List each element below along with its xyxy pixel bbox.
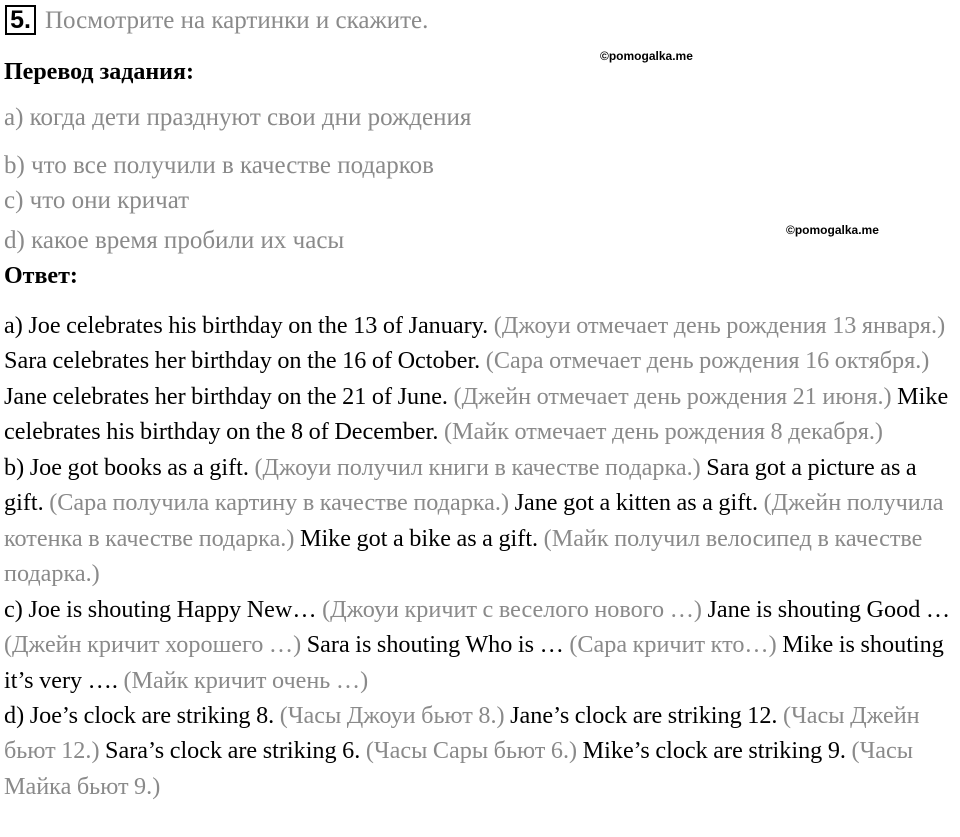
english-sentence: d) Joe’s clock are striking 8. <box>4 701 280 729</box>
russian-translation: (Майк кричит очень …) <box>123 666 369 694</box>
russian-translation: (Джейн кричит хорошего …) <box>4 631 302 659</box>
english-sentence: Jane’s clock are striking 12. <box>504 701 784 729</box>
english-sentence: Sara is shouting Who is … <box>301 631 570 659</box>
answer-paragraph <box>4 308 960 450</box>
answer-paragraph <box>4 698 960 804</box>
russian-translation: (Сара отмечает день рождения 16 октября.) <box>485 347 930 375</box>
task-number-badge: 5. <box>5 5 36 35</box>
russian-translation: (Часы Сары бьют 6.) <box>365 737 578 765</box>
english-sentence: b) Joe got books as a gift. <box>4 453 255 481</box>
russian-translation: (Часы Джейн бьют 12.) <box>4 701 920 765</box>
russian-translation: (Майк получил велосипед в качестве подарка.) <box>4 524 923 588</box>
english-sentence: Mike got a bike as a gift. <box>294 524 544 552</box>
russian-translation: (Джейн получила котенка в качестве подарка.) <box>4 489 944 552</box>
english-sentence: Jane celebrates her birthday on the 21 of June. <box>4 382 454 410</box>
english-sentence: Sara’s clock are striking 6. <box>99 737 366 765</box>
task-instruction: Посмотрите на картинки и скажите. <box>45 7 429 34</box>
english-sentence: Mike celebrates his birthday on the 8 of December. <box>4 382 949 446</box>
english-sentence: c) Joe is shouting Happy New… <box>4 595 323 623</box>
translation-item-c: с) что они кричат <box>4 187 190 214</box>
english-sentence: Mike’s clock are striking 9. <box>577 737 852 765</box>
answer-paragraph <box>4 592 960 698</box>
russian-translation: (Сара получила картину в качестве подарка.) <box>49 489 510 517</box>
watermark-middle: ©pomogalka.me <box>786 223 879 237</box>
translation-heading: Перевод задания: <box>4 59 194 85</box>
russian-translation: (Джоуи получил книги в качестве подарка.) <box>254 453 701 481</box>
russian-translation: (Часы Майка бьют 9.) <box>4 737 914 800</box>
english-sentence: a) Joe celebrates his birthday on the 13 of January. <box>4 312 494 339</box>
english-sentence: Mike is shouting it’s very …. <box>4 631 944 694</box>
watermark-top: ©pomogalka.me <box>600 49 693 63</box>
answer-heading: Ответ: <box>4 263 78 289</box>
russian-translation: (Сара кричит кто…) <box>569 631 777 659</box>
english-sentence: Sara celebrates her birthday on the 16 of October. <box>4 347 486 375</box>
answer-body <box>4 308 960 804</box>
translation-item-a: а) когда дети празднуют свои дни рождения <box>4 104 472 131</box>
english-sentence: Jane got a kitten as a gift. <box>509 489 764 517</box>
translation-item-d: d) какое время пробили их часы <box>4 227 345 254</box>
russian-translation: (Джоуи отмечает день рождения 13 января.) <box>493 312 946 339</box>
answer-paragraph <box>4 450 960 592</box>
russian-translation: (Майк отмечает день рождения 8 декабря.) <box>443 418 883 446</box>
russian-translation: (Джейн отмечает день рождения 21 июня.) <box>453 382 892 410</box>
english-sentence: Sara got a picture as a gift. <box>4 453 917 517</box>
translation-item-b: b) что все получили в качестве подарков <box>4 152 434 179</box>
russian-translation: (Часы Джоуи бьют 8.) <box>279 701 505 729</box>
russian-translation: (Джоуи кричит с веселого нового …) <box>322 595 702 623</box>
english-sentence: Jane is shouting Good … <box>701 595 951 623</box>
